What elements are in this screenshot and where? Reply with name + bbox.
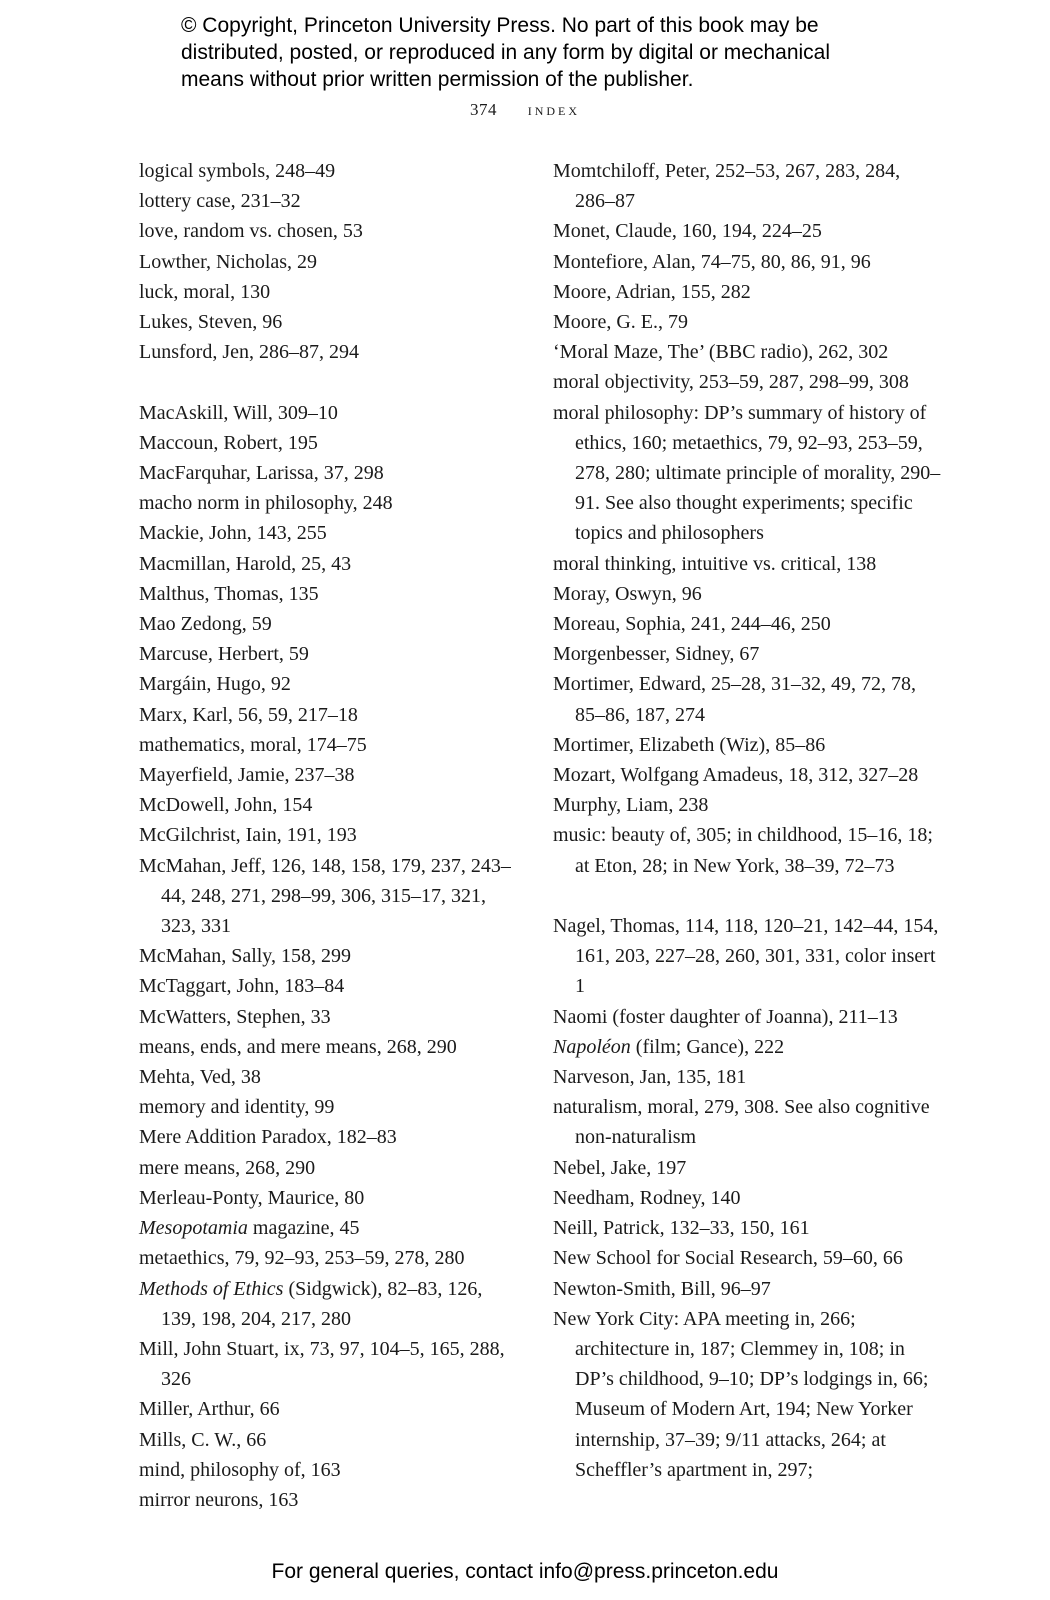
index-entry: Momtchiloff, Peter, 252–53, 267, 283, 284, 286–87 [553,160,901,213]
section-gap [553,881,943,911]
page-title: index [527,100,581,119]
index-entry: McMahan, Jeff, 126, 148, 158, 179, 237, 243–44, 248, 271, 298–99, 306, 315–17, 321, 323, 331 [139,854,511,938]
index-entry [553,1032,943,1062]
index-entry: Maccoun, Robert, 195 [139,431,318,454]
index-entry [139,1213,519,1243]
index-entry [139,1274,519,1334]
index-entry: mirror neurons, 163 [139,1488,299,1511]
index-entry: luck, moral, 130 [139,280,271,303]
index-entry: Malthus, Thomas, 135 [139,582,319,605]
index-column-left [139,156,519,1515]
index-entry: Marx, Karl, 56, 59, 217–18 [139,703,358,726]
index-entry: Newton-Smith, Bill, 96–97 [553,1277,771,1300]
index-entry: Mere Addition Paradox, 182–83 [139,1126,397,1149]
running-head [0,100,1050,120]
entry-pages: (film; Gance), 222 [630,1035,785,1058]
index-entry: Naomi (foster daughter of Joanna), 211–13 [553,1005,898,1028]
page-number: 374 [469,100,497,119]
index-entry: McMahan, Sally, 158, 299 [139,945,352,968]
index-entry: Mills, C. W., 66 [139,1428,267,1451]
index-entry: McTaggart, John, 183–84 [139,975,345,998]
index-entry: Montefiore, Alan, 74–75, 80, 86, 91, 96 [553,250,871,273]
index-entry: Monet, Claude, 160, 194, 224–25 [553,220,822,243]
index-entry: Nagel, Thomas, 114, 118, 120–21, 142–44, 154, 161, 203, 227–28, 260, 301, 331, color insert 1 [553,915,939,998]
index-entry: MacAskill, Will, 309–10 [139,401,338,424]
index-entry: mere means, 268, 290 [139,1156,316,1179]
index-entry: mathematics, moral, 174–75 [139,733,367,756]
index-entry: Morgenbesser, Sidney, 67 [553,643,760,666]
index-entry: means, ends, and mere means, 268, 290 [139,1035,457,1058]
index-entry: naturalism, moral, 279, 308. See also cognitive non-naturalism [553,1096,930,1149]
index-entry: Lukes, Steven, 96 [139,311,283,334]
copyright-line-1: © Copyright, Princeton University Press. No part of this book may be [181,14,819,37]
index-entry: Nebel, Jake, 197 [553,1156,687,1179]
index-entry: New York City: APA meeting in, 266; architecture in, 187; Clemmey in, 108; in DP’s childhood, 9–10; DP’s lodgings in, 66; Museum of Modern Art, 194; New Yorker internship, 37–39; 9/11 attacks, 264; at Scheffler’s apartment in, 297; [553,1307,929,1481]
index-entry: Mao Zedong, 59 [139,613,272,636]
index-entry: memory and identity, 99 [139,1096,335,1119]
index-entry: Margáin, Hugo, 92 [139,673,291,696]
index-entry: Merleau-Ponty, Maurice, 80 [139,1186,365,1209]
index-entry: Mayerfield, Jamie, 237–38 [139,764,355,787]
entry-pages: (Sidgwick), 82–83, 126, 139, 198, 204, 217, 280 [161,1277,483,1330]
index-entry: Neill, Patrick, 132–33, 150, 161 [553,1217,810,1240]
index-entry: moral objectivity, 253–59, 287, 298–99, 308 [553,371,909,394]
index-entry: Miller, Arthur, 66 [139,1398,280,1421]
index-entry: music: beauty of, 305; in childhood, 15–16, 18; at Eton, 28; in New York, 38–39, 72–73 [553,824,933,877]
italic-title: Mesopotamia [139,1217,248,1240]
index-entry: MacFarquhar, Larissa, 37, 298 [139,462,384,485]
index-entry: Mehta, Ved, 38 [139,1066,261,1089]
index-entry: mind, philosophy of, 163 [139,1458,341,1481]
index-entry: Moore, Adrian, 155, 282 [553,280,751,303]
index-entry: Mill, John Stuart, ix, 73, 97, 104–5, 165, 288, 326 [139,1337,505,1391]
index-entry: macho norm in philosophy, 248 [139,492,393,515]
index-entry: Moray, Oswyn, 96 [553,582,702,605]
entry-pages: magazine, 45 [247,1217,360,1240]
index-entry: Mozart, Wolfgang Amadeus, 18, 312, 327–28 [553,764,919,787]
index-entry: logical symbols, 248–49 [139,160,336,182]
index-entry: moral philosophy: DP’s summary of history of ethics, 160; metaethics, 79, 92–93, 253–59, 278, 280; ultimate principle of morality, 290–91. See also thought experiments; specific topics and philosophers [553,401,941,545]
index-entry: love, random vs. chosen, 53 [139,220,363,243]
index-entry: New School for Social Research, 59–60, 66 [553,1247,903,1270]
copyright-line-3: means without prior written permission of the publisher. [181,68,694,91]
italic-title: Methods of Ethics [139,1277,284,1300]
contact-footer: For general queries, contact info@press.princeton.edu [271,1560,779,1583]
index-entry: Moreau, Sophia, 241, 244–46, 250 [553,613,831,636]
index-entry: Mackie, John, 143, 255 [139,522,327,545]
index-entry: Lowther, Nicholas, 29 [139,250,318,273]
index-entry: McWatters, Stephen, 33 [139,1005,331,1028]
italic-title: Napoléon [553,1035,631,1058]
index-entry: Narveson, Jan, 135, 181 [553,1066,747,1089]
index-entry: Mortimer, Edward, 25–28, 31–32, 49, 72, 78, 85–86, 187, 274 [553,673,917,726]
index-entry: McDowell, John, 154 [139,794,313,817]
index-entry: Marcuse, Herbert, 59 [139,643,309,666]
index-entry: Needham, Rodney, 140 [553,1186,741,1209]
copyright-line-2: distributed, posted, or reproduced in any form by digital or mechanical [181,41,831,64]
index-entry: Macmillan, Harold, 25, 43 [139,552,352,575]
copyright-notice [181,12,941,93]
index-entry: moral thinking, intuitive vs. critical, 138 [553,552,877,575]
index-entry: Lunsford, Jen, 286–87, 294 [139,341,359,364]
index-entry: lottery case, 231–32 [139,190,301,213]
index-entry: Mortimer, Elizabeth (Wiz), 85–86 [553,733,826,756]
index-entry: metaethics, 79, 92–93, 253–59, 278, 280 [139,1247,465,1270]
index-entry: ‘Moral Maze, The’ (BBC radio), 262, 302 [553,341,889,364]
index-column-right [553,156,943,1485]
index-entry: McGilchrist, Iain, 191, 193 [139,824,357,847]
index-entry: Moore, G. E., 79 [553,311,688,334]
section-gap [139,367,519,397]
index-entry: Murphy, Liam, 238 [553,794,709,817]
